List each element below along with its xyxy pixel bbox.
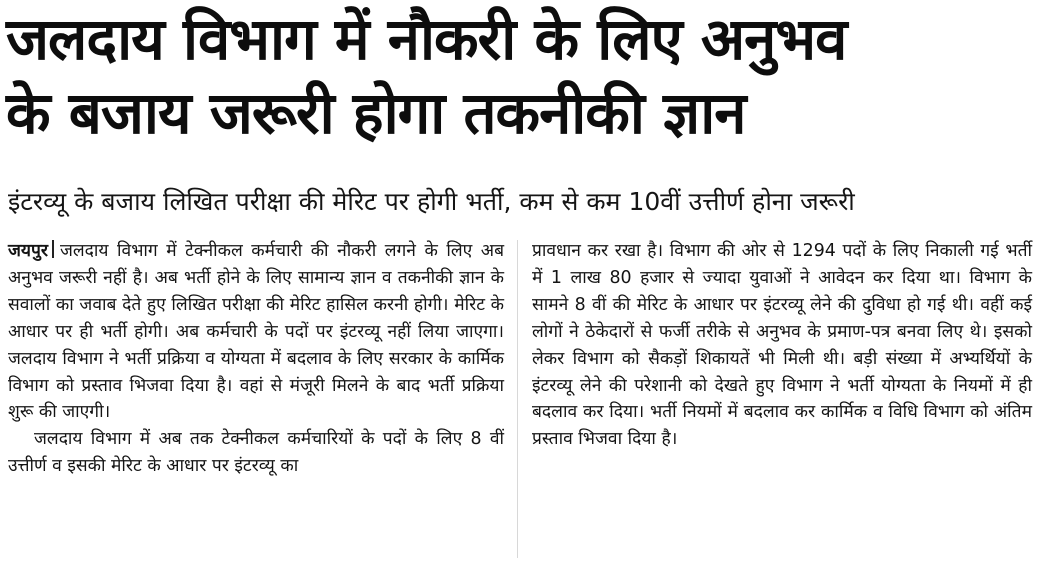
subheadline: इंटरव्यू के बजाय लिखित परीक्षा की मेरिट पर होगी भर्ती, कम से कम 10वीं उत्तीर्ण होना जरूरी bbox=[8, 187, 855, 216]
dateline: जयपुर bbox=[8, 241, 48, 261]
headline-line-1: जलदाय विभाग में नौकरी के लिए अनुभव bbox=[6, 5, 847, 73]
article-column-left bbox=[8, 238, 504, 480]
article-column-right bbox=[532, 238, 1032, 453]
headline bbox=[6, 2, 1036, 150]
headline-line-2: के बजाय जरूरी होगा तकनीकी ज्ञान bbox=[6, 79, 746, 147]
article-paragraph: प्रावधान कर रखा है। विभाग की ओर से 1294 पदों के लिए निकाली गई भर्ती में 1 लाख 80 हजार से ज्यादा युवाओं ने आवेदन कर दिया था। विभाग के सामने 8 वीं की मेरिट के आधार पर इंटरव्यू लेने की दुविधा हो गई थी। वहीं कई लोगों ने ठेकेदारों से फर्जी तरीके से अनुभव के प्रमाण-पत्र बनवा लिए थे। इसको लेकर विभाग को सैकड़ों शिकायतें भी मिली थी। बड़ी संख्या में अभ्यर्थियों के इंटरव्यू लेने की परेशानी को देखते हुए विभाग ने भर्ती योग्यता के नियमों में ही बदलाव कर दिया। भर्ती नियमों में बदलाव कर कार्मिक व विधि विभाग को अंतिम प्रस्ताव भिजवा दिया है। bbox=[532, 241, 1032, 450]
column-divider bbox=[517, 240, 518, 558]
dateline-separator bbox=[52, 240, 54, 258]
article-paragraph bbox=[8, 238, 504, 426]
article-paragraph: जलदाय विभाग में अब तक टेक्नीकल कर्मचारियों के पदों के लिए 8 वीं उत्तीर्ण व इसकी मेरिट के आधार पर इंटरव्यू का bbox=[8, 429, 504, 477]
article-paragraph-text: जलदाय विभाग में टेक्नीकल कर्मचारी की नौकरी लगने के लिए अब अनुभव जरूरी नहीं है। अब भर्ती होने के लिए सामान्य ज्ञान व तकनीकी ज्ञान के सवालों का जवाब देते हुए लिखित परीक्षा की मेरिट हासिल करनी होगी। मेरिट के आधार पर ही भर्ती होगी। अब कर्मचारी के पदों पर इंटरव्यू नहीं लिया जाएगा। जलदाय विभाग ने भर्ती प्रक्रिया व योग्यता में बदलाव के लिए सरकार के कार्मिक विभाग को प्रस्ताव भिजवा दिया है। वहां से मंजूरी मिलने के बाद भर्ती प्रक्रिया शुरू की जाएगी। bbox=[8, 241, 504, 423]
